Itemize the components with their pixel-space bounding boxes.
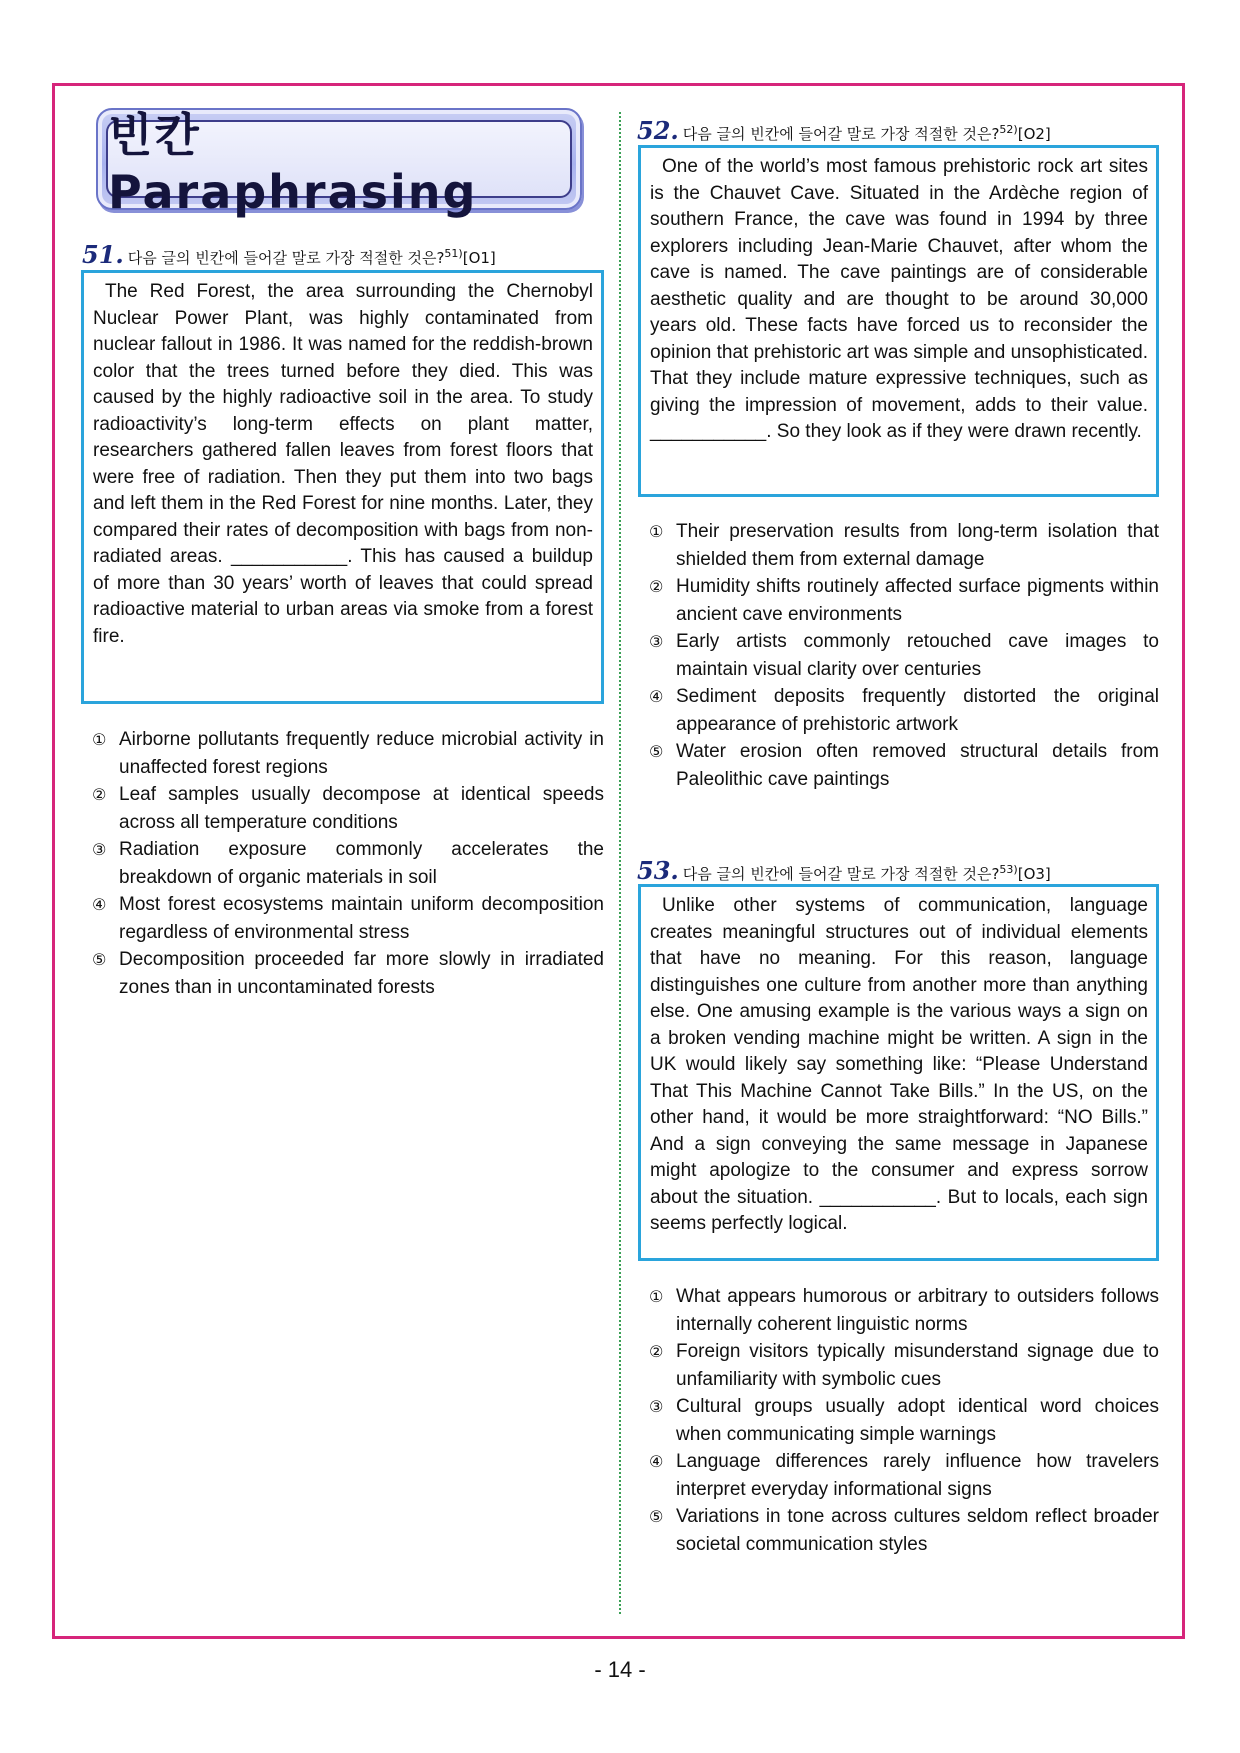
question-53-header <box>637 856 1051 885</box>
question-code: [O2] <box>1017 125 1051 143</box>
option-number: ② <box>649 577 664 596</box>
option-item[interactable] <box>92 781 604 836</box>
option-text: Decomposition proceeded far more slowly in irradiated zones than in uncontaminated forests <box>119 949 604 998</box>
option-number: ③ <box>649 1397 664 1416</box>
option-text: Sediment deposits frequently distorted the original appearance of prehistoric artwork <box>676 686 1159 735</box>
question-code: [O1] <box>462 249 496 267</box>
option-number: ③ <box>649 632 664 651</box>
question-ref: 53) <box>999 863 1018 876</box>
option-text: Water erosion often removed structural details from Paleolithic cave paintings <box>676 741 1159 790</box>
option-item[interactable] <box>92 891 604 946</box>
option-item[interactable] <box>92 946 604 1001</box>
passage-text: Unlike other systems of communication, language creates meaningful structures out of individual elements that have no meaning. For this reason, language distinguishes one culture from another more than anything else. One amusing example is the various ways a sign on a broken vending machine might be written. A sign in the UK would likely say something like: “Please Understand That This Machine Cannot Take Bills.” In the US, on the other hand, it would be more straightforward: “NO Bills.” And a sign conveying the same message in Japanese might apologize to the consumer and express sorrow about the situation. ___________. But to locals, each sign seems perfectly logical. <box>650 895 1148 1234</box>
question-number: 53. <box>637 856 679 885</box>
page-number: - 14 - <box>594 1657 646 1682</box>
option-number: ⑤ <box>649 1507 664 1526</box>
option-text: Airborne pollutants frequently reduce microbial activity in unaffected forest regions <box>119 729 604 778</box>
question-52-header <box>637 116 1051 145</box>
option-text: Foreign visitors typically misunderstand signage due to unfamiliarity with symbolic cues <box>676 1341 1159 1390</box>
passage-text: The Red Forest, the area surrounding the Chernobyl Nuclear Power Plant, was highly contaminated from nuclear fallout in 1986. It was named for the reddish-brown color that the trees turned before they died. This was caused by the highly radioactive soil in the area. To study radioactivity’s long-term effects on plant matter, researchers gathered fallen leaves from forest floors that were free of radiation. Then they put them into two bags and left them in the Red Forest for nine months. Later, they compared their rates of decomposition with bags from non-radiated areas. ___________. This has caused a buildup of more than 30 years’ worth of leaves that could spread radioactive material to urban areas via smoke from a forest fire. <box>93 281 593 647</box>
question-number: 51. <box>82 240 124 269</box>
section-title: 빈칸 Paraphrasing <box>108 108 478 219</box>
option-item[interactable] <box>649 1338 1159 1393</box>
option-text: What appears humorous or arbitrary to outsiders follows internally coherent linguistic norms <box>676 1286 1159 1335</box>
question-prompt: 다음 글의 빈칸에 들어갈 말로 가장 적절한 것은? <box>682 125 1000 143</box>
option-number: ③ <box>92 840 107 859</box>
question-52-passage <box>638 145 1159 497</box>
option-text: Language differences rarely influence how travelers interpret everyday informational signs <box>676 1451 1159 1500</box>
option-item[interactable] <box>649 1503 1159 1558</box>
option-text: Radiation exposure commonly accelerates the breakdown of organic materials in soil <box>119 839 604 888</box>
question-ref: 52) <box>999 123 1018 136</box>
option-item[interactable] <box>649 628 1159 683</box>
option-number: ② <box>649 1342 664 1361</box>
question-prompt: 다음 글의 빈칸에 들어갈 말로 가장 적절한 것은? <box>127 249 445 267</box>
question-ref: 51) <box>444 247 463 260</box>
option-item[interactable] <box>92 726 604 781</box>
question-51-passage <box>81 270 604 704</box>
option-number: ⑤ <box>649 742 664 761</box>
option-item[interactable] <box>649 1283 1159 1338</box>
question-52-options <box>649 518 1159 793</box>
option-number: ① <box>649 1287 664 1306</box>
option-number: ④ <box>649 1452 664 1471</box>
option-item[interactable] <box>649 738 1159 793</box>
option-number: ④ <box>649 687 664 706</box>
option-item[interactable] <box>649 1448 1159 1503</box>
question-code: [O3] <box>1017 865 1051 883</box>
option-text: Variations in tone across cultures seldom reflect broader societal communication styles <box>676 1506 1159 1555</box>
option-item[interactable] <box>649 683 1159 738</box>
option-number: ① <box>649 522 664 541</box>
option-item[interactable] <box>92 836 604 891</box>
question-51-header <box>82 240 496 269</box>
option-item[interactable] <box>649 1393 1159 1448</box>
option-text: Humidity shifts routinely affected surface pigments within ancient cave environments <box>676 576 1159 625</box>
question-53-passage <box>638 884 1159 1261</box>
question-prompt: 다음 글의 빈칸에 들어갈 말로 가장 적절한 것은? <box>682 865 1000 883</box>
section-banner <box>96 108 582 219</box>
option-number: ① <box>92 730 107 749</box>
option-item[interactable] <box>649 573 1159 628</box>
option-number: ⑤ <box>92 950 107 969</box>
column-divider <box>619 112 621 1614</box>
question-53-options <box>649 1283 1159 1558</box>
option-number: ④ <box>92 895 107 914</box>
option-text: Leaf samples usually decompose at identical speeds across all temperature conditions <box>119 784 604 833</box>
option-number: ② <box>92 785 107 804</box>
question-number: 52. <box>637 116 679 145</box>
passage-text: One of the world’s most famous prehistoric rock art sites is the Chauvet Cave. Situated in the Ardèche region of southern France, the cave was found in 1994 by three explorers including Jean-Marie Chauvet, after whom the cave is named. The cave paintings are of considerable aesthetic quality and are thought to be around 30,000 years old. These facts have forced us to reconsider the opinion that prehistoric art was simple and unsophisticated. That they include mature expressive techniques, such as giving the impression of movement, adds to their value. ___________. So they look as if they were drawn recently. <box>650 156 1148 442</box>
question-51-options <box>92 726 604 1001</box>
section-banner-inner <box>106 108 572 219</box>
option-text: Cultural groups usually adopt identical word choices when communicating simple warnings <box>676 1396 1159 1445</box>
option-text: Most forest ecosystems maintain uniform decomposition regardless of environmental stress <box>119 894 604 943</box>
option-text: Early artists commonly retouched cave images to maintain visual clarity over centuries <box>676 631 1159 680</box>
option-item[interactable] <box>649 518 1159 573</box>
option-text: Their preservation results from long-term isolation that shielded them from external damage <box>676 521 1159 570</box>
